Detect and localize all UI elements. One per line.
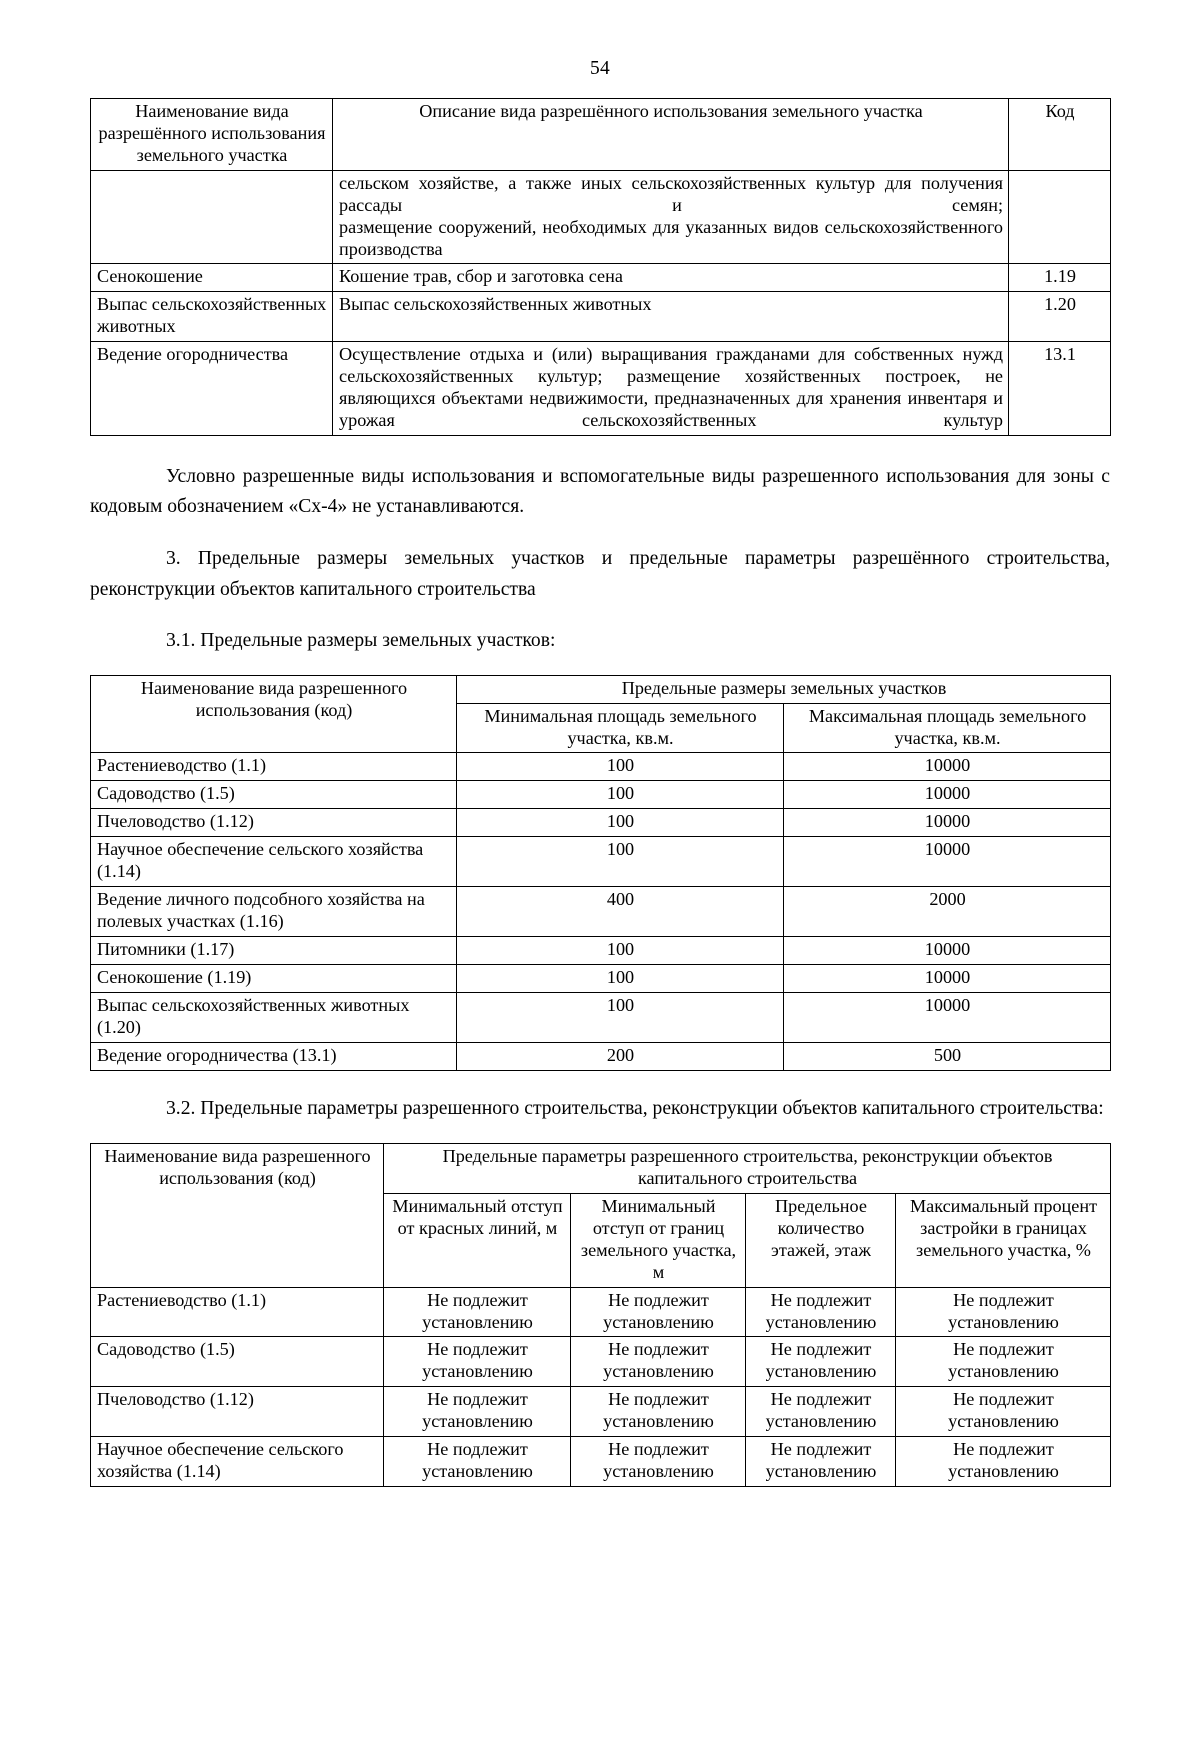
- table-row: [91, 1437, 1111, 1487]
- cell-use-name: Питомники (1.17): [91, 936, 457, 964]
- cell-max-build-percent: Не подлежит установлению: [896, 1387, 1111, 1437]
- cell-use-name: Научное обеспечение сельского хозяйства (1.14): [91, 1437, 384, 1487]
- cell-use-description: Кошение трав, сбор и заготовка сена: [333, 264, 1009, 292]
- cell-max-floors: Не подлежит установлению: [746, 1337, 896, 1387]
- table-row: [91, 936, 1111, 964]
- col-header-min-area: Минимальная площадь земельного участка, кв.м.: [457, 703, 784, 753]
- cell-use-name: Садоводство (1.5): [91, 781, 457, 809]
- table-row: [91, 264, 1111, 292]
- col-header-code: Код: [1009, 99, 1111, 171]
- cell-min-area: 100: [457, 964, 784, 992]
- cell-max-area: 10000: [784, 964, 1111, 992]
- table-row: [91, 837, 1111, 887]
- cell-min-area: 100: [457, 753, 784, 781]
- table-row: [91, 1387, 1111, 1437]
- col-header-plot-size-group: Предельные размеры земельных участков: [457, 675, 1111, 703]
- cell-use-name: Сенокошение: [91, 264, 333, 292]
- col-header-use-name-code: Наименование вида разрешенного использования (код): [91, 1144, 384, 1288]
- cell-max-area: 2000: [784, 887, 1111, 937]
- cell-use-name: Ведение огородничества: [91, 342, 333, 436]
- cell-min-area: 400: [457, 887, 784, 937]
- table-row: [91, 809, 1111, 837]
- table-row: [91, 1287, 1111, 1337]
- cell-use-description: Выпас сельскохозяйственных животных: [333, 292, 1009, 342]
- cell-max-area: 10000: [784, 992, 1111, 1042]
- cell-max-floors: Не подлежит установлению: [746, 1437, 896, 1487]
- cell-use-name: Выпас сельскохозяйственных животных (1.20): [91, 992, 457, 1042]
- col-header-min-setback-plot-borders: Минимальный отступ от границ земельного участка, м: [571, 1193, 746, 1287]
- cell-min-area: 100: [457, 992, 784, 1042]
- cell-min-setback-red-lines: Не подлежит установлению: [384, 1287, 571, 1337]
- cell-use-name: Пчеловодство (1.12): [91, 1387, 384, 1437]
- permitted-use-types-table: [90, 98, 1111, 436]
- cell-use-name: Ведение огородничества (13.1): [91, 1042, 457, 1070]
- col-header-use-description: Описание вида разрешённого использования земельного участка: [333, 99, 1009, 171]
- table-row: [91, 1337, 1111, 1387]
- cell-use-description: Осуществление отдыха и (или) выращивания гражданами для собственных нужд сельскохозяйственных культур; размещение хозяйственных построек, не являющихся объектами недвижимости, предназначенных для хранения инвентаря и урожая сельскохозяйственных культур: [333, 342, 1009, 436]
- cell-min-area: 100: [457, 781, 784, 809]
- cell-max-area: 10000: [784, 809, 1111, 837]
- cell-max-area: 500: [784, 1042, 1111, 1070]
- paragraph-section-3-1: 3.1. Предельные размеры земельных участков:: [166, 630, 556, 652]
- document-page: [0, 58, 1200, 1756]
- col-header-max-build-percent: Максимальный процент застройки в границах земельного участка, %: [896, 1193, 1111, 1287]
- table-row: [91, 964, 1111, 992]
- table-row: [91, 781, 1111, 809]
- col-header-parameters-group: Предельные параметры разрешенного строительства, реконструкции объектов капитального строительства: [384, 1144, 1111, 1194]
- cell-min-setback-plot-borders: Не подлежит установлению: [571, 1387, 746, 1437]
- cell-max-floors: Не подлежит установлению: [746, 1387, 896, 1437]
- cell-code: 1.20: [1009, 292, 1111, 342]
- table-header-row: [91, 675, 1111, 703]
- table-row: [91, 170, 1111, 264]
- table-row: [91, 753, 1111, 781]
- cell-use-name: Сенокошение (1.19): [91, 964, 457, 992]
- cell-use-name: Научное обеспечение сельского хозяйства (1.14): [91, 837, 457, 887]
- cell-use-name: Ведение личного подсобного хозяйства на полевых участках (1.16): [91, 887, 457, 937]
- page-content: [90, 98, 1110, 1487]
- table-row: [91, 292, 1111, 342]
- cell-max-area: 10000: [784, 837, 1111, 887]
- cell-min-area: 100: [457, 936, 784, 964]
- col-header-max-area: Максимальная площадь земельного участка, кв.м.: [784, 703, 1111, 753]
- paragraph-conditional-uses: Условно разрешенные виды использования и вспомогательные виды разрешенного использования для зоны с кодовым обозначением «Сх-4» не устанавливаются.: [90, 465, 1110, 518]
- cell-use-name: Растениеводство (1.1): [91, 1287, 384, 1337]
- cell-min-area: 100: [457, 809, 784, 837]
- cell-use-name: Растениеводство (1.1): [91, 753, 457, 781]
- cell-use-name: Выпас сельскохозяйственных животных: [91, 292, 333, 342]
- cell-use-name: Пчеловодство (1.12): [91, 809, 457, 837]
- cell-use-name: Садоводство (1.5): [91, 1337, 384, 1387]
- cell-code: 13.1: [1009, 342, 1111, 436]
- cell-code: 1.19: [1009, 264, 1111, 292]
- cell-min-setback-red-lines: Не подлежит установлению: [384, 1387, 571, 1437]
- col-header-use-name-code: Наименование вида разрешенного использования (код): [91, 675, 457, 753]
- cell-min-setback-red-lines: Не подлежит установлению: [384, 1337, 571, 1387]
- page-number: 54: [589, 58, 611, 79]
- cell-use-description: [333, 170, 1009, 264]
- plot-size-limits-table: [90, 675, 1111, 1071]
- cell-min-area: 200: [457, 1042, 784, 1070]
- cell-max-area: 10000: [784, 936, 1111, 964]
- cell-max-area: 10000: [784, 753, 1111, 781]
- col-header-use-name: Наименование вида разрешённого использования земельного участка: [91, 99, 333, 171]
- cell-min-area: 100: [457, 837, 784, 887]
- cell-max-build-percent: Не подлежит установлению: [896, 1437, 1111, 1487]
- col-header-min-setback-red-lines: Минимальный отступ от красных линий, м: [384, 1193, 571, 1287]
- table-row: [91, 992, 1111, 1042]
- description-line: размещение сооружений, необходимых для указанных видов сельскохозяйственного производства: [339, 216, 1003, 259]
- col-header-max-floors: Предельное количество этажей, этаж: [746, 1193, 896, 1287]
- table-row: [91, 342, 1111, 436]
- table-header-row: [91, 99, 1111, 171]
- cell-max-build-percent: Не подлежит установлению: [896, 1337, 1111, 1387]
- table-row: [91, 887, 1111, 937]
- cell-max-area: 10000: [784, 781, 1111, 809]
- cell-max-build-percent: Не подлежит установлению: [896, 1287, 1111, 1337]
- paragraph-section-3-2: 3.2. Предельные параметры разрешенного строительства, реконструкции объектов капитального строительства:: [166, 1097, 1104, 1119]
- table-header-row: [91, 1144, 1111, 1194]
- construction-parameters-table: [90, 1143, 1111, 1487]
- paragraph-section-3: 3. Предельные размеры земельных участков и предельные параметры разрешённого строительства, реконструкции объектов капитального строительства: [90, 548, 1110, 600]
- description-line: сельском хозяйстве, а также иных сельскохозяйственных культур для получения рассады и семян;: [339, 172, 1003, 215]
- table-row: [91, 1042, 1111, 1070]
- cell-code: [1009, 170, 1111, 264]
- cell-min-setback-plot-borders: Не подлежит установлению: [571, 1287, 746, 1337]
- cell-use-name: [91, 170, 333, 264]
- cell-min-setback-plot-borders: Не подлежит установлению: [571, 1337, 746, 1387]
- cell-min-setback-plot-borders: Не подлежит установлению: [571, 1437, 746, 1487]
- cell-max-floors: Не подлежит установлению: [746, 1287, 896, 1337]
- cell-min-setback-red-lines: Не подлежит установлению: [384, 1437, 571, 1487]
